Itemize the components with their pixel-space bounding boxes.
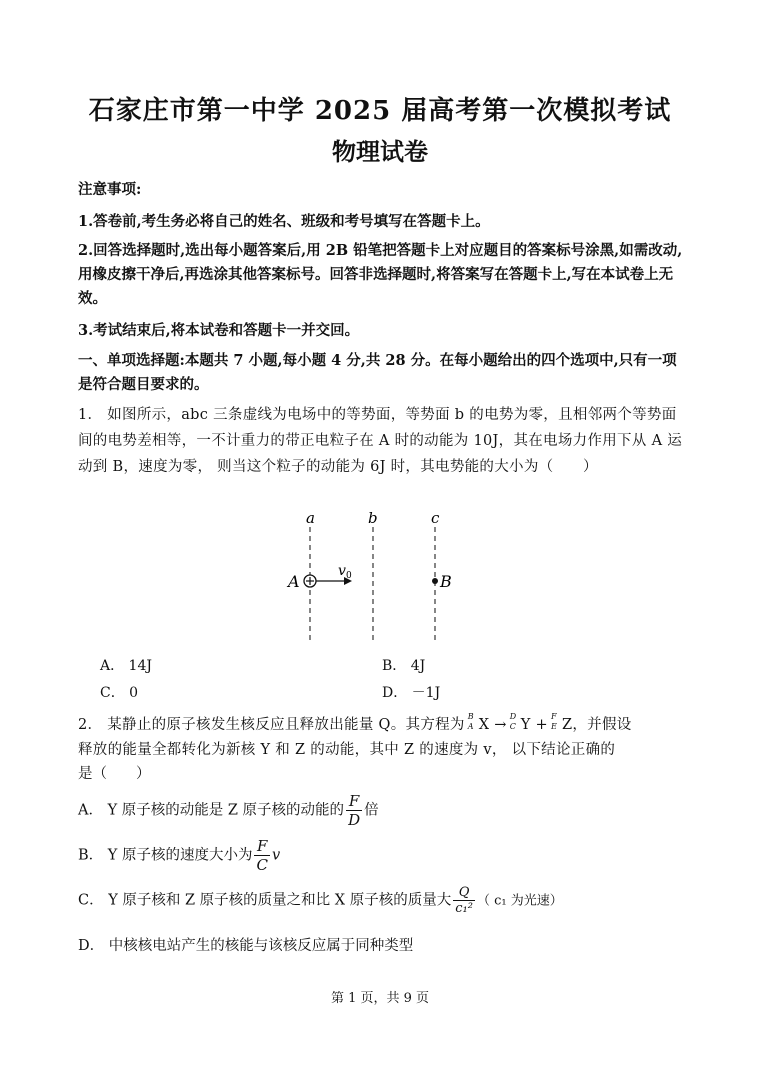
isotope-X: B A [467, 712, 474, 731]
question-2-line-2: 释放的能量全都转化为新核 Y 和 Z 的动能，其中 Z 的速度为 v， 以下结论正确的 [78, 742, 616, 758]
exam-title: 石家庄市第一中学 2025 届高考第一次模拟考试 [88, 96, 672, 126]
isotope-Y: D C [509, 712, 517, 731]
question-1-text: 1． 如图所示，abc 三条虚线为电场中的等势面，等势面 b 的电势为零，且相邻两个等势面间的电势差相等，一不计重力的带正电粒子在 A 时的动能为 10J，其在电场力作用下从 A 运动到 B，速度为零， 则当这个粒子的动能为 6J 时，其电势能的大小为（ ） [78, 407, 683, 475]
q2-option-A [78, 792, 688, 829]
label-B: B [440, 572, 452, 591]
label-A: A [288, 572, 300, 591]
page-footer: 第 1 页，共 9 页 [330, 991, 430, 1006]
fraction-Q-over-c1-squared: $\frac{Q}{\text{c₁²}}$ [455, 885, 473, 916]
fraction-F-over-D: $\frac{F}{D}$ [348, 792, 361, 829]
label-v-sub: 0 [346, 571, 352, 581]
isotope-Z: F E [550, 712, 558, 731]
label-a: a [306, 509, 315, 527]
nucleus-Z: Z [561, 717, 573, 733]
question-2-line-3: 是（ ） [78, 766, 151, 782]
q2-option-B [78, 837, 688, 874]
q2-text-pre: 2． 某静止的原子核发生核反应且释放出能量 Q。其方程为 [78, 717, 465, 733]
point-B-icon [432, 578, 438, 584]
label-v: v [338, 563, 346, 579]
notice-item-3: 3.考试结束后,将本试卷和答题卡一并交回。 [78, 322, 360, 339]
nucleus-Y: Y [520, 717, 531, 733]
q2-option-A-suffix: 倍 [364, 802, 379, 819]
equipotential-figure [280, 505, 460, 645]
section-heading: 一、单项选择题:本题共 7 小题,每小题 4 分,共 28 分。在每小题给出的四个选项中,只有一项是符合题目要求的。 [78, 352, 677, 393]
notice-item-2: 2.回答选择题时,选出每小题答案后,用 2B 铅笔把答题卡上对应题目的答案标号涂黑,如需改动,用橡皮擦干净后,再选涂其他答案标号。回答非选择题时,将答案写在答题卡上,写在本试卷上无效。 [78, 242, 683, 307]
nucleus-X: X [478, 717, 490, 733]
question-2-line-1 [78, 713, 688, 734]
q2-option-C-suffix: （ c₁ 为光速） [476, 893, 563, 909]
q2-option-D: D． 中核核电站产生的核能与该核反应属于同种类型 [78, 938, 414, 954]
velocity-v: v [271, 847, 281, 864]
q1-option-C: C． 0 [100, 685, 139, 701]
plus-sign: + [535, 717, 548, 733]
fraction-F-over-C: $\frac{F}{C}$ [256, 837, 268, 874]
label-c: c [431, 509, 440, 527]
exam-subtitle: 物理试卷 [332, 137, 428, 166]
q2-text-post: ，并假设 [572, 717, 632, 733]
q2-option-B-text: B． Y 原子核的速度大小为 [78, 847, 253, 864]
q1-option-A: A． 14J [100, 658, 152, 674]
q1-option-D: D． －1J [382, 685, 441, 701]
q2-option-C-text: C． Y 原子核和 Z 原子核的质量之和比 X 原子核的质量大 [78, 892, 452, 909]
q2-option-A-text: A． Y 原子核的动能是 Z 原子核的动能的 [78, 802, 345, 819]
q2-option-C [78, 885, 688, 916]
notice-item-1: 1.答卷前,考生务必将自己的姓名、班级和考号填写在答题卡上。 [78, 213, 490, 230]
label-b: b [368, 509, 378, 527]
notice-heading: 注意事项: [78, 181, 142, 198]
q1-option-B: B． 4J [382, 658, 426, 674]
reaction-arrow: → [494, 717, 507, 733]
